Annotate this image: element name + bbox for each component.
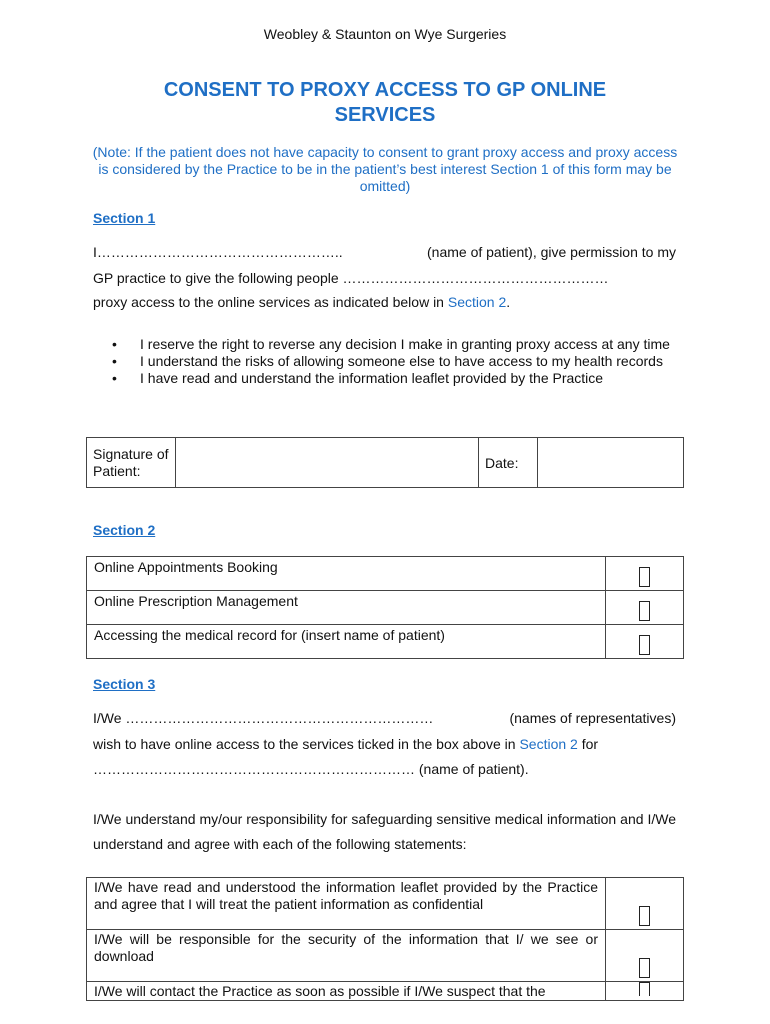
date-field[interactable] bbox=[538, 438, 684, 488]
date-label-cell bbox=[479, 438, 538, 488]
statement-row bbox=[87, 930, 684, 982]
statement-cell bbox=[87, 930, 606, 982]
statement-row bbox=[87, 982, 684, 1001]
service-row bbox=[87, 625, 684, 659]
service-name: Online Appointments Booking bbox=[94, 559, 278, 575]
section3-line1 bbox=[93, 710, 676, 726]
date-label: Date: bbox=[485, 454, 519, 471]
section1-heading: Section 1 bbox=[93, 210, 156, 226]
declaration-text: I have read and understand the information leaflet provided by the Practice bbox=[140, 370, 604, 386]
section2-reference: Section 2 bbox=[519, 736, 578, 752]
service-row bbox=[87, 591, 684, 625]
patient-declarations bbox=[112, 336, 678, 387]
service-name-cell bbox=[87, 591, 606, 625]
declaration-text: I reserve the right to reverse any decision I make in granting proxy access at any time bbox=[140, 336, 670, 352]
for-text: for bbox=[577, 736, 599, 752]
patient-signature-table bbox=[86, 437, 684, 488]
statement-cell bbox=[87, 878, 606, 930]
statements-table bbox=[86, 877, 684, 1001]
representatives-blank: I/We ………………………………………………………… bbox=[93, 710, 434, 726]
statement-text: I/We will contact the Practice as soon as possible if I/We suspect that the bbox=[94, 983, 546, 999]
signature-label-cell bbox=[87, 438, 176, 488]
statement-text: I/We have read and understood the information leaflet provided by the Practice and agree that I will treat the patient information as confidential bbox=[94, 879, 598, 912]
form-title bbox=[100, 78, 670, 128]
section1-line1 bbox=[93, 244, 676, 260]
form-title-line2: SERVICES bbox=[334, 104, 436, 126]
section1-line3 bbox=[93, 294, 676, 310]
permission-text: (name of patient), give permission to my bbox=[427, 244, 676, 260]
section3-line3: …………………………………………………………… (name of patient). bbox=[93, 761, 529, 777]
service-row bbox=[87, 557, 684, 591]
section1-line2: GP practice to give the following people ………………………………………………… bbox=[93, 270, 609, 286]
representatives-label: (names of representatives) bbox=[509, 710, 676, 726]
section2-heading: Section 2 bbox=[93, 522, 156, 538]
service-checkbox-cell bbox=[606, 591, 684, 625]
section2-reference: Section 2 bbox=[447, 294, 507, 310]
checkbox-icon[interactable] bbox=[639, 906, 650, 926]
period: . bbox=[506, 294, 511, 310]
signature-label: Signature of Patient: bbox=[93, 445, 169, 479]
statement-checkbox-cell bbox=[606, 982, 684, 1001]
service-name-cell bbox=[87, 557, 606, 591]
patient-name-blank: I…………………………………………….. bbox=[93, 244, 343, 260]
bullet-icon: • bbox=[112, 370, 117, 386]
checkbox-icon[interactable] bbox=[639, 601, 650, 621]
declaration-item bbox=[112, 370, 678, 387]
service-checkbox-cell bbox=[606, 557, 684, 591]
bullet-icon: • bbox=[112, 336, 117, 352]
service-name-cell bbox=[87, 625, 606, 659]
section3-heading: Section 3 bbox=[93, 676, 156, 692]
statement-text: I/We will be responsible for the security of the information that I/ we see or download bbox=[94, 931, 598, 964]
statement-row bbox=[87, 878, 684, 930]
signature-field[interactable] bbox=[176, 438, 479, 488]
declaration-item bbox=[112, 336, 678, 353]
statement-cell bbox=[87, 982, 606, 1001]
checkbox-icon[interactable] bbox=[639, 958, 650, 978]
service-name: Online Prescription Management bbox=[94, 593, 298, 609]
declaration-item bbox=[112, 353, 678, 370]
proxy-access-text: proxy access to the online services as indicated below in bbox=[93, 294, 448, 310]
service-name: Accessing the medical record for (insert name of patient) bbox=[94, 627, 445, 643]
statement-checkbox-cell bbox=[606, 930, 684, 982]
section3-line2 bbox=[93, 736, 676, 752]
checkbox-icon[interactable] bbox=[639, 982, 650, 996]
services-table bbox=[86, 556, 684, 659]
capacity-note: (Note: If the patient does not have capacity to consent to grant proxy access and proxy access is considered by the Practice to be in the patient’s best interest Section 1 of this form may be omitted) bbox=[92, 144, 678, 194]
online-access-text: wish to have online access to the services ticked in the box above in bbox=[93, 736, 520, 752]
bullet-icon: • bbox=[112, 353, 117, 369]
practice-header: Weobley & Staunton on Wye Surgeries bbox=[263, 26, 507, 42]
service-checkbox-cell bbox=[606, 625, 684, 659]
declaration-text: I understand the risks of allowing someone else to have access to my health records bbox=[140, 353, 663, 369]
checkbox-icon[interactable] bbox=[639, 567, 650, 587]
statement-checkbox-cell bbox=[606, 878, 684, 930]
responsibility-statement: I/We understand my/our responsibility for safeguarding sensitive medical information and I/We understand and agree with each of the following statements: bbox=[93, 811, 676, 852]
form-title-line1: CONSENT TO PROXY ACCESS TO GP ONLINE bbox=[163, 79, 607, 101]
checkbox-icon[interactable] bbox=[639, 635, 650, 655]
